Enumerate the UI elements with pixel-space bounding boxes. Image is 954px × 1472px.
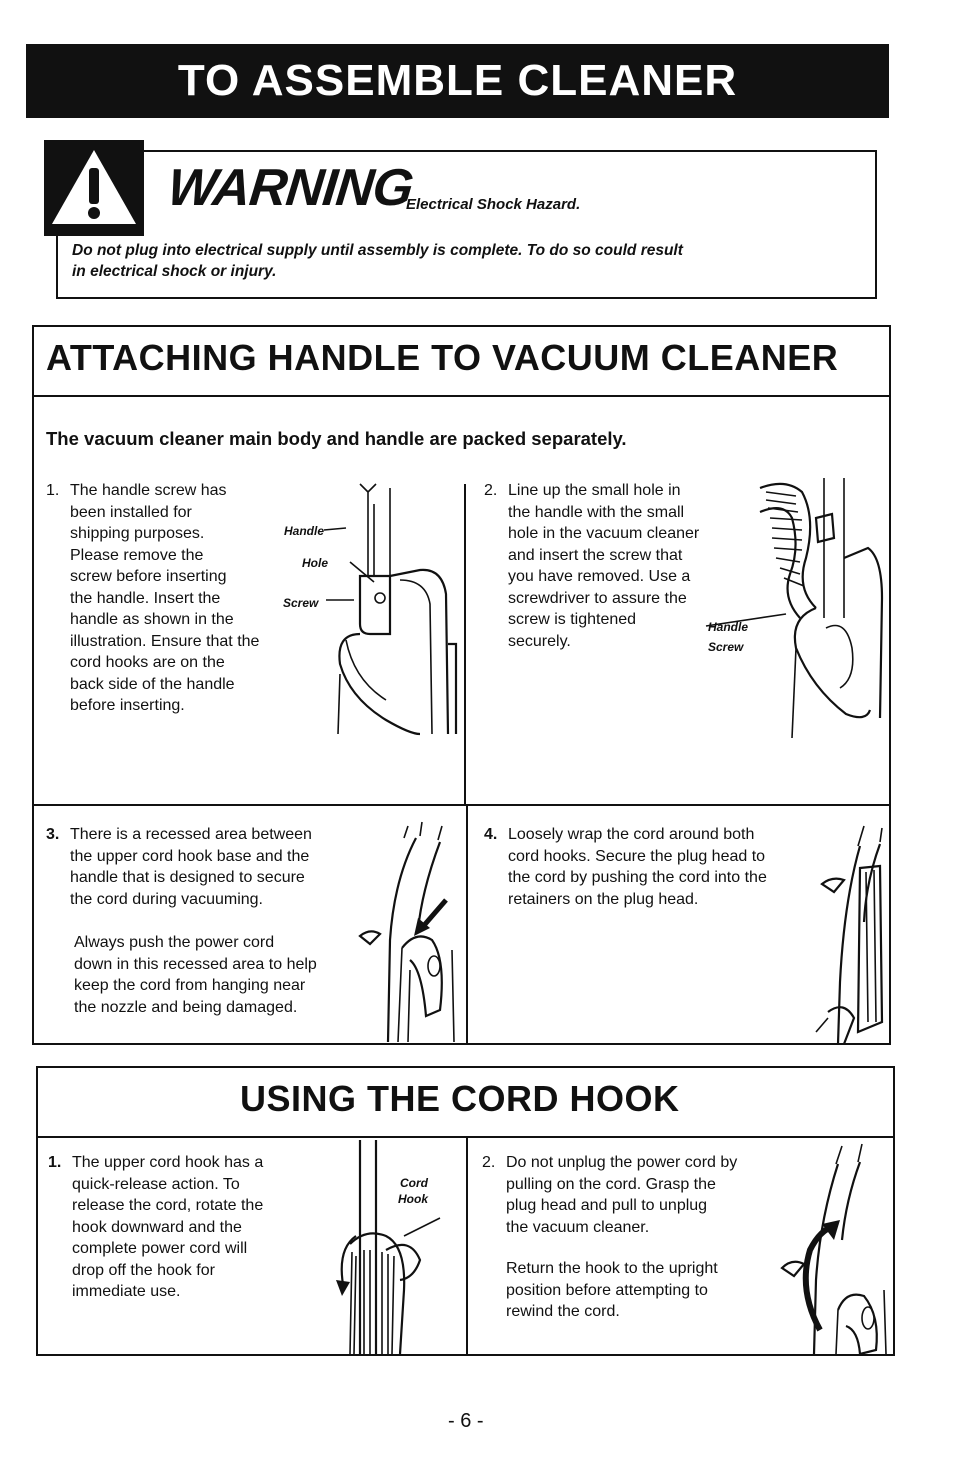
step-number: 1. — [46, 482, 60, 499]
vertical-divider — [466, 1138, 468, 1354]
warning-text-line: in electrical shock or injury. — [72, 263, 277, 280]
horizontal-divider — [32, 804, 891, 806]
step-1-cordhook — [48, 1152, 338, 1312]
label-hole: Hole — [302, 556, 329, 570]
step-line: Always push the power cord — [74, 934, 275, 951]
warning-text-line: Do not plug into electrical supply until assembly is complete. To do so could result — [72, 242, 683, 259]
step-number: 4. — [484, 826, 498, 843]
step-line: Please remove the — [70, 546, 204, 564]
step-line: the handle with the small — [508, 503, 685, 521]
step-line: The upper cord hook has a — [72, 1154, 264, 1171]
page-number: - 6 - — [448, 1410, 484, 1432]
label-handle: Handle — [708, 620, 749, 634]
step-line: illustration. Ensure that the — [70, 632, 260, 650]
step-line: handle that is designed to secure — [70, 869, 305, 886]
step-line: the cord by pushing the cord into the — [508, 869, 767, 886]
step-2-cordhook-note — [506, 1258, 776, 1323]
step-line: down in this recessed area to help — [74, 955, 317, 973]
step-line: you have removed. Use a — [508, 568, 691, 585]
step-2-cordhook — [482, 1152, 802, 1242]
step-line: screwdriver to assure the — [508, 589, 687, 607]
cord-release-illustration — [330, 1140, 464, 1354]
warning-text — [72, 240, 862, 282]
label-handle: Handle — [284, 524, 325, 538]
step-number: 2. — [482, 1154, 496, 1171]
label-cord: Cord — [400, 1176, 428, 1190]
step-line: There is a recessed area between — [70, 826, 312, 843]
step-3-attach — [46, 824, 386, 924]
step-line: release the cord, rotate the — [72, 1197, 264, 1214]
step-number: 1. — [48, 1154, 62, 1171]
step-line: Return the hook to the upright — [506, 1260, 718, 1277]
handle-insert-illustration — [330, 484, 464, 744]
step-line: hole in the vacuum cleaner — [508, 525, 700, 542]
step-line: been installed for — [70, 503, 192, 521]
step-line: shipping purposes. — [70, 525, 205, 542]
step-line: and insert the screw that — [508, 546, 683, 564]
step-line: drop off the hook for — [72, 1261, 215, 1279]
vertical-divider — [466, 806, 468, 1044]
step-line: plug head and pull to unplug — [506, 1197, 708, 1214]
cordhook-heading: USING THE CORD HOOK — [240, 1078, 680, 1119]
warning-title: WARNING — [164, 159, 416, 217]
step-number: 3. — [46, 826, 60, 843]
step-line: pulling on the cord. Grasp the — [506, 1175, 716, 1193]
warning-badge — [44, 140, 144, 236]
step-line: Loosely wrap the cord around both — [508, 826, 755, 843]
attaching-heading: ATTACHING HANDLE TO VACUUM CLEANER — [46, 337, 839, 378]
step-line: the handle. Insert the — [70, 589, 221, 607]
step-line: the vacuum cleaner. — [506, 1218, 650, 1236]
warning-subtitle: Electrical Shock Hazard. — [406, 196, 581, 213]
vertical-divider — [464, 484, 466, 806]
screw-tighten-illustration — [756, 478, 886, 738]
cord-wrap-illustration — [808, 822, 888, 1044]
step-line: securely. — [508, 632, 571, 650]
step-line: retainers on the plug head. — [508, 890, 699, 908]
warning-triangle-icon — [44, 140, 144, 236]
step-number: 2. — [484, 482, 498, 499]
step-line: immediate use. — [72, 1283, 181, 1300]
step-line: cord hooks. Secure the plug head to — [508, 847, 766, 865]
label-screw: Screw — [708, 640, 744, 654]
step-line: the cord during vacuuming. — [70, 890, 263, 908]
step-line: Do not unplug the power cord by — [506, 1154, 738, 1171]
step-line: screw is tightened — [508, 611, 637, 628]
step-line: quick-release action. To — [72, 1175, 240, 1193]
step-line: Line up the small hole in — [508, 482, 681, 499]
label-hook: Hook — [398, 1192, 428, 1206]
step-line: complete power cord will — [72, 1240, 248, 1257]
step-4-attach — [484, 824, 824, 914]
step-line: screw before inserting — [70, 568, 227, 585]
step-line: cord hooks are on the — [70, 654, 225, 671]
recessed-area-illustration — [356, 820, 460, 1042]
step-line: The handle screw has — [70, 482, 227, 499]
step-line: hook downward and the — [72, 1218, 242, 1236]
step-line: back side of the handle — [70, 675, 235, 693]
step-line: keep the cord from hanging near — [74, 977, 306, 994]
step-line: before inserting. — [70, 697, 185, 714]
step-line: the upper cord hook base and the — [70, 847, 310, 865]
step-line: position before attempting to — [506, 1281, 708, 1299]
hook-return-illustration — [780, 1140, 890, 1354]
label-screw: Screw — [283, 596, 319, 610]
step-line: handle as shown in the — [70, 611, 234, 628]
attaching-subheading: The vacuum cleaner main body and handle are packed separately. — [46, 428, 627, 449]
step-3-note — [74, 932, 384, 1018]
page-title: TO ASSEMBLE CLEANER — [26, 44, 889, 118]
step-line: rewind the cord. — [506, 1303, 620, 1320]
step-line: the nozzle and being damaged. — [74, 998, 298, 1016]
